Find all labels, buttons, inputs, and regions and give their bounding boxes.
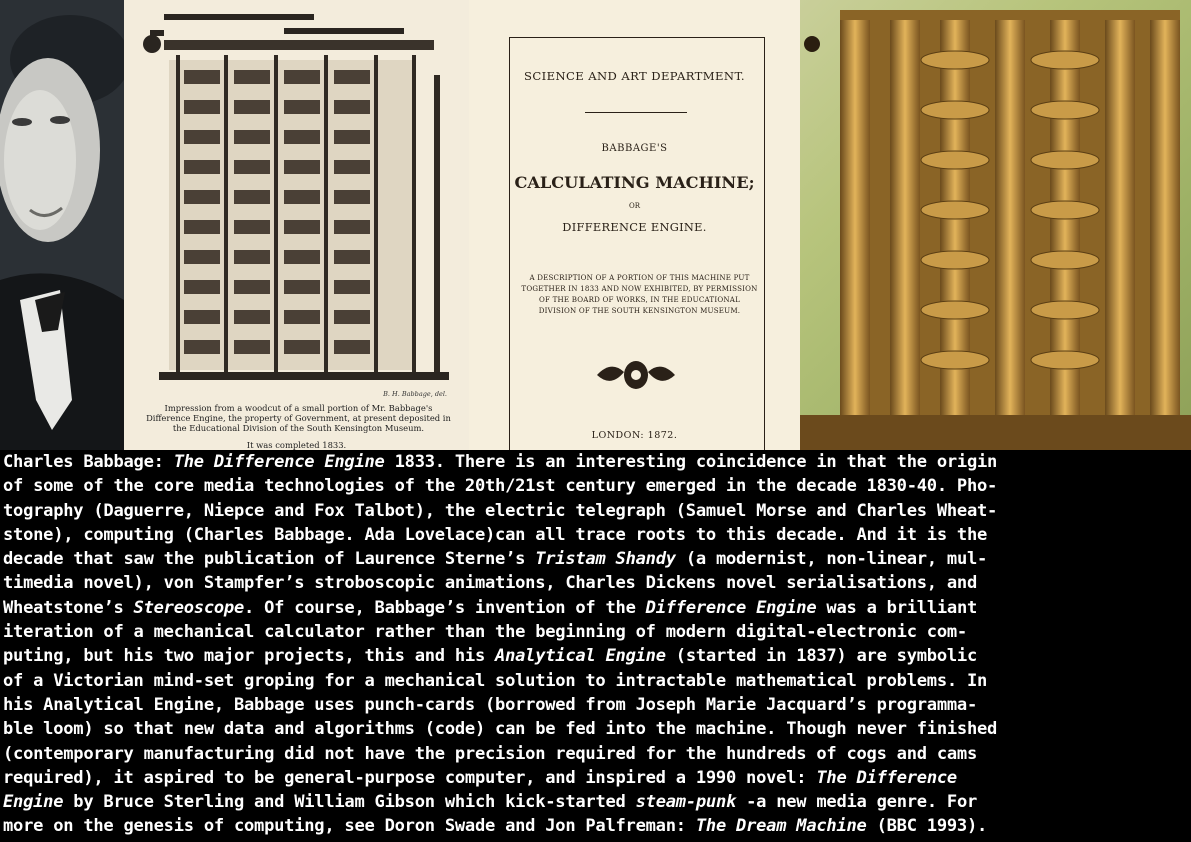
italic-title: The Difference Engine — [173, 452, 385, 472]
text-segment: puting, but his two major projects, this and his — [3, 646, 496, 667]
title-rule — [585, 112, 687, 113]
brass-engine-photo — [800, 0, 1191, 450]
woodcut-caption-date: It was completed 1833. — [246, 440, 347, 450]
body-text-line — [3, 620, 1189, 644]
royal-crest-icon — [591, 358, 681, 392]
title-page-panel — [469, 0, 800, 450]
text-segment: (contemporary manufacturing did not have the precision required for the hundreds of cogs and cams — [3, 743, 978, 764]
text-segment: 1833. There is an interesting coincidence in that the origin — [384, 452, 998, 472]
body-text-line — [3, 523, 1189, 547]
italic-title: Tristam Shandy — [535, 549, 676, 570]
title-babbage: BABBAGE'S — [601, 143, 668, 154]
body-text-line — [3, 717, 1189, 741]
body-text-line — [3, 571, 1189, 595]
text-segment: of a Victorian mind-set groping for a mechanical solution to intractable mathematical problems. In — [3, 670, 988, 691]
body-text — [3, 450, 1189, 839]
babbage-portrait — [0, 0, 124, 450]
body-text-line — [3, 474, 1189, 498]
text-segment: (started in 1837) are symbolic — [665, 646, 978, 667]
body-text-line — [3, 790, 1189, 814]
italic-title: Difference Engine — [645, 597, 817, 618]
text-segment: stone), computing (Charles Babbage. Ada Lovelace)can all trace roots to this decade. And it is the — [3, 524, 988, 545]
text-segment: tography (Daguerre, Niepce and Fox Talbot), the electric telegraph (Samuel Morse and Charles Wheat- — [3, 500, 998, 521]
body-text-line — [3, 693, 1189, 717]
body-text-line — [3, 814, 1189, 838]
body-text-line — [3, 669, 1189, 693]
brass-difference-engine-illustration — [800, 0, 1191, 450]
text-segment: more on the genesis of computing, see Doron Swade and Jon Palfreman: — [3, 816, 696, 837]
text-segment: was a brilliant — [816, 597, 978, 618]
title-london-date: LONDON: 1872. — [591, 430, 678, 441]
body-text-line — [3, 766, 1189, 790]
woodcut-illustration-panel — [124, 0, 469, 450]
text-segment: Wheatstone’s — [3, 597, 134, 618]
title-or: OR — [628, 202, 640, 210]
text-segment: . Of course, Babbage’s invention of the — [244, 597, 646, 618]
text-segment: timedia novel), von Stampfer’s stroboscopic animations, Charles Dickens novel serialisations, and — [3, 573, 978, 594]
text-segment: iteration of a mechanical calculator rather than the beginning of modern digital-electronic com- — [3, 622, 967, 643]
italic-title: steam-punk — [635, 792, 737, 813]
italic-title: Stereoscope — [133, 597, 245, 618]
body-text-line — [3, 596, 1189, 620]
title-calculating-machine: CALCULATING MACHINE; — [514, 173, 755, 192]
department-heading: SCIENCE AND ART DEPARTMENT. — [524, 69, 745, 83]
italic-title: Analytical Engine — [495, 646, 666, 667]
text-segment: decade that saw the publication of Laurence Sterne’s — [3, 549, 536, 570]
woodcut-caption: Impression from a woodcut of a small portion of Mr. Babbage's Difference Engine, the property of Government, at present deposited in the Educational Division of the South Kensington Museum. — [146, 403, 451, 433]
text-segment: (a modernist, non-linear, mul- — [675, 549, 988, 570]
body-text-line — [3, 450, 1189, 474]
body-text-line — [3, 499, 1189, 523]
text-segment: ble loom) so that new data and algorithms (code) can be fed into the machine. Though never finished — [3, 719, 998, 740]
text-segment: by Bruce Sterling and William Gibson which kick-started — [63, 792, 636, 813]
text-segment: Charles Babbage: — [3, 452, 174, 472]
woodcut-signature: B. H. Babbage, del. — [383, 390, 447, 398]
body-text-line — [3, 547, 1189, 571]
body-text-line — [3, 742, 1189, 766]
text-segment: his Analytical Engine, Babbage uses punch-cards (borrowed from Joseph Marie Jacquard’s programma- — [3, 694, 978, 715]
text-segment: of some of the core media technologies of the 20th/21st century emerged in the decade 1830-40. Pho- — [3, 476, 998, 497]
portrait-illustration — [0, 0, 124, 450]
text-segment: required), it aspired to be general-purpose computer, and inspired a 1990 novel: — [3, 767, 817, 788]
text-segment: -a new media genre. For — [736, 792, 978, 813]
body-text-line — [3, 644, 1189, 668]
title-description: A DESCRIPTION OF A PORTION OF THIS MACHINE PUT TOGETHER IN 1833 AND NOW EXHIBITED, BY PERMISSION OF THE BOARD OF WORKS, IN THE EDUCATIONAL DIVISION OF THE SOUTH KENSINGTON MUSEUM. — [521, 273, 758, 315]
text-segment: (BBC 1993). — [866, 816, 988, 837]
italic-title: Engine — [3, 792, 64, 813]
italic-title: The Difference — [816, 767, 957, 788]
italic-title: The Dream Machine — [695, 816, 867, 837]
title-difference-engine: DIFFERENCE ENGINE. — [562, 220, 707, 234]
difference-engine-woodcut — [124, 0, 469, 395]
